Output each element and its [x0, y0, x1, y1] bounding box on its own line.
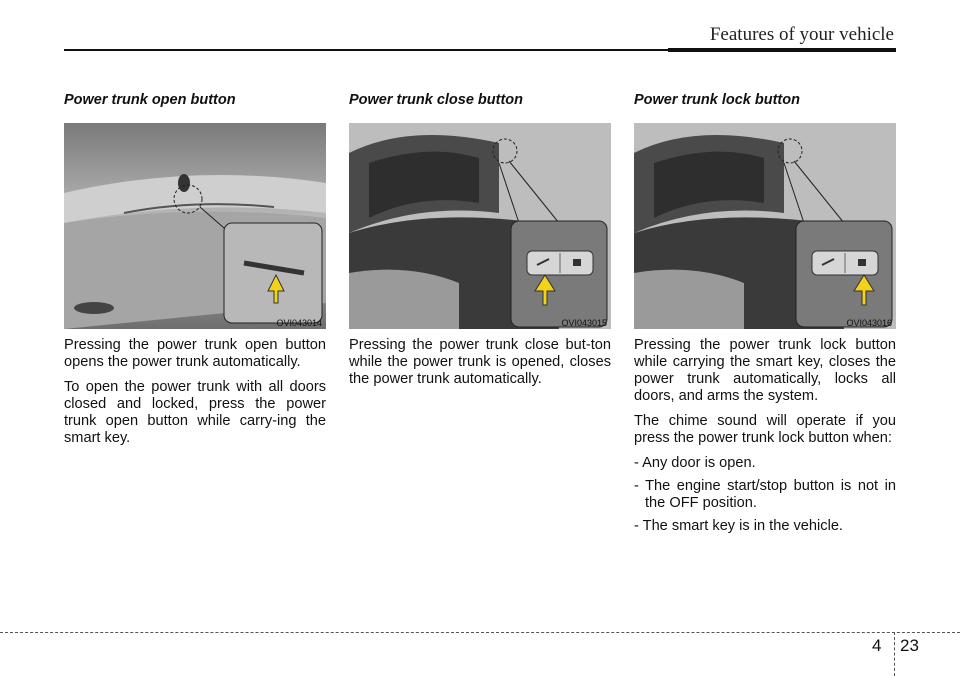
- bullet-item: - The engine start/stop button is not in the OFF position.: [634, 478, 896, 511]
- figure-code: OVI043014: [276, 318, 322, 328]
- paragraph: Pressing the power trunk open button opens the power trunk automatically.: [64, 337, 326, 370]
- trunk-rear-illustration: [64, 123, 326, 329]
- body-text-lock: [634, 337, 896, 535]
- footer-separator: [894, 632, 895, 676]
- heading-lock-button: Power trunk lock button: [634, 92, 800, 108]
- paragraph: Pressing the power trunk close but-ton while the power trunk is opened, closes the power trunk automatically.: [349, 337, 611, 387]
- heading-close-button: Power trunk close button: [349, 92, 524, 108]
- column-close-button: [349, 92, 611, 396]
- figure-lock-button: [634, 123, 896, 329]
- chapter-number: 4: [872, 636, 882, 655]
- figure-code: OVI043015: [561, 318, 607, 328]
- paragraph: To open the power trunk with all doors closed and locked, press the power trunk open button while carry-ing the smart key.: [64, 379, 326, 446]
- column-open-button: [64, 92, 326, 455]
- bullet-item: - Any door is open.: [634, 455, 756, 471]
- header-rule-accent: [668, 48, 896, 52]
- page-number: 23: [900, 636, 919, 655]
- footer-rule: [0, 632, 960, 633]
- body-text-open: [64, 337, 326, 447]
- figure-close-button: [349, 123, 611, 329]
- figure-open-button: [64, 123, 326, 329]
- column-lock-button: [634, 92, 896, 541]
- bullet-item: - The smart key is in the vehicle.: [634, 518, 843, 534]
- open-trunk-illustration: [634, 123, 896, 329]
- heading-open-button: Power trunk open button: [64, 92, 236, 108]
- section-title: Features of your vehicle: [709, 24, 894, 45]
- figure-code: OVI043016: [846, 318, 892, 328]
- open-trunk-illustration: [349, 123, 611, 329]
- paragraph: The chime sound will operate if you press the power trunk lock button when:: [634, 413, 896, 446]
- body-text-close: [349, 337, 611, 388]
- paragraph: Pressing the power trunk lock button while carrying the smart key, closes the power trunk automatically, locks all doors, and arms the system.: [634, 337, 896, 404]
